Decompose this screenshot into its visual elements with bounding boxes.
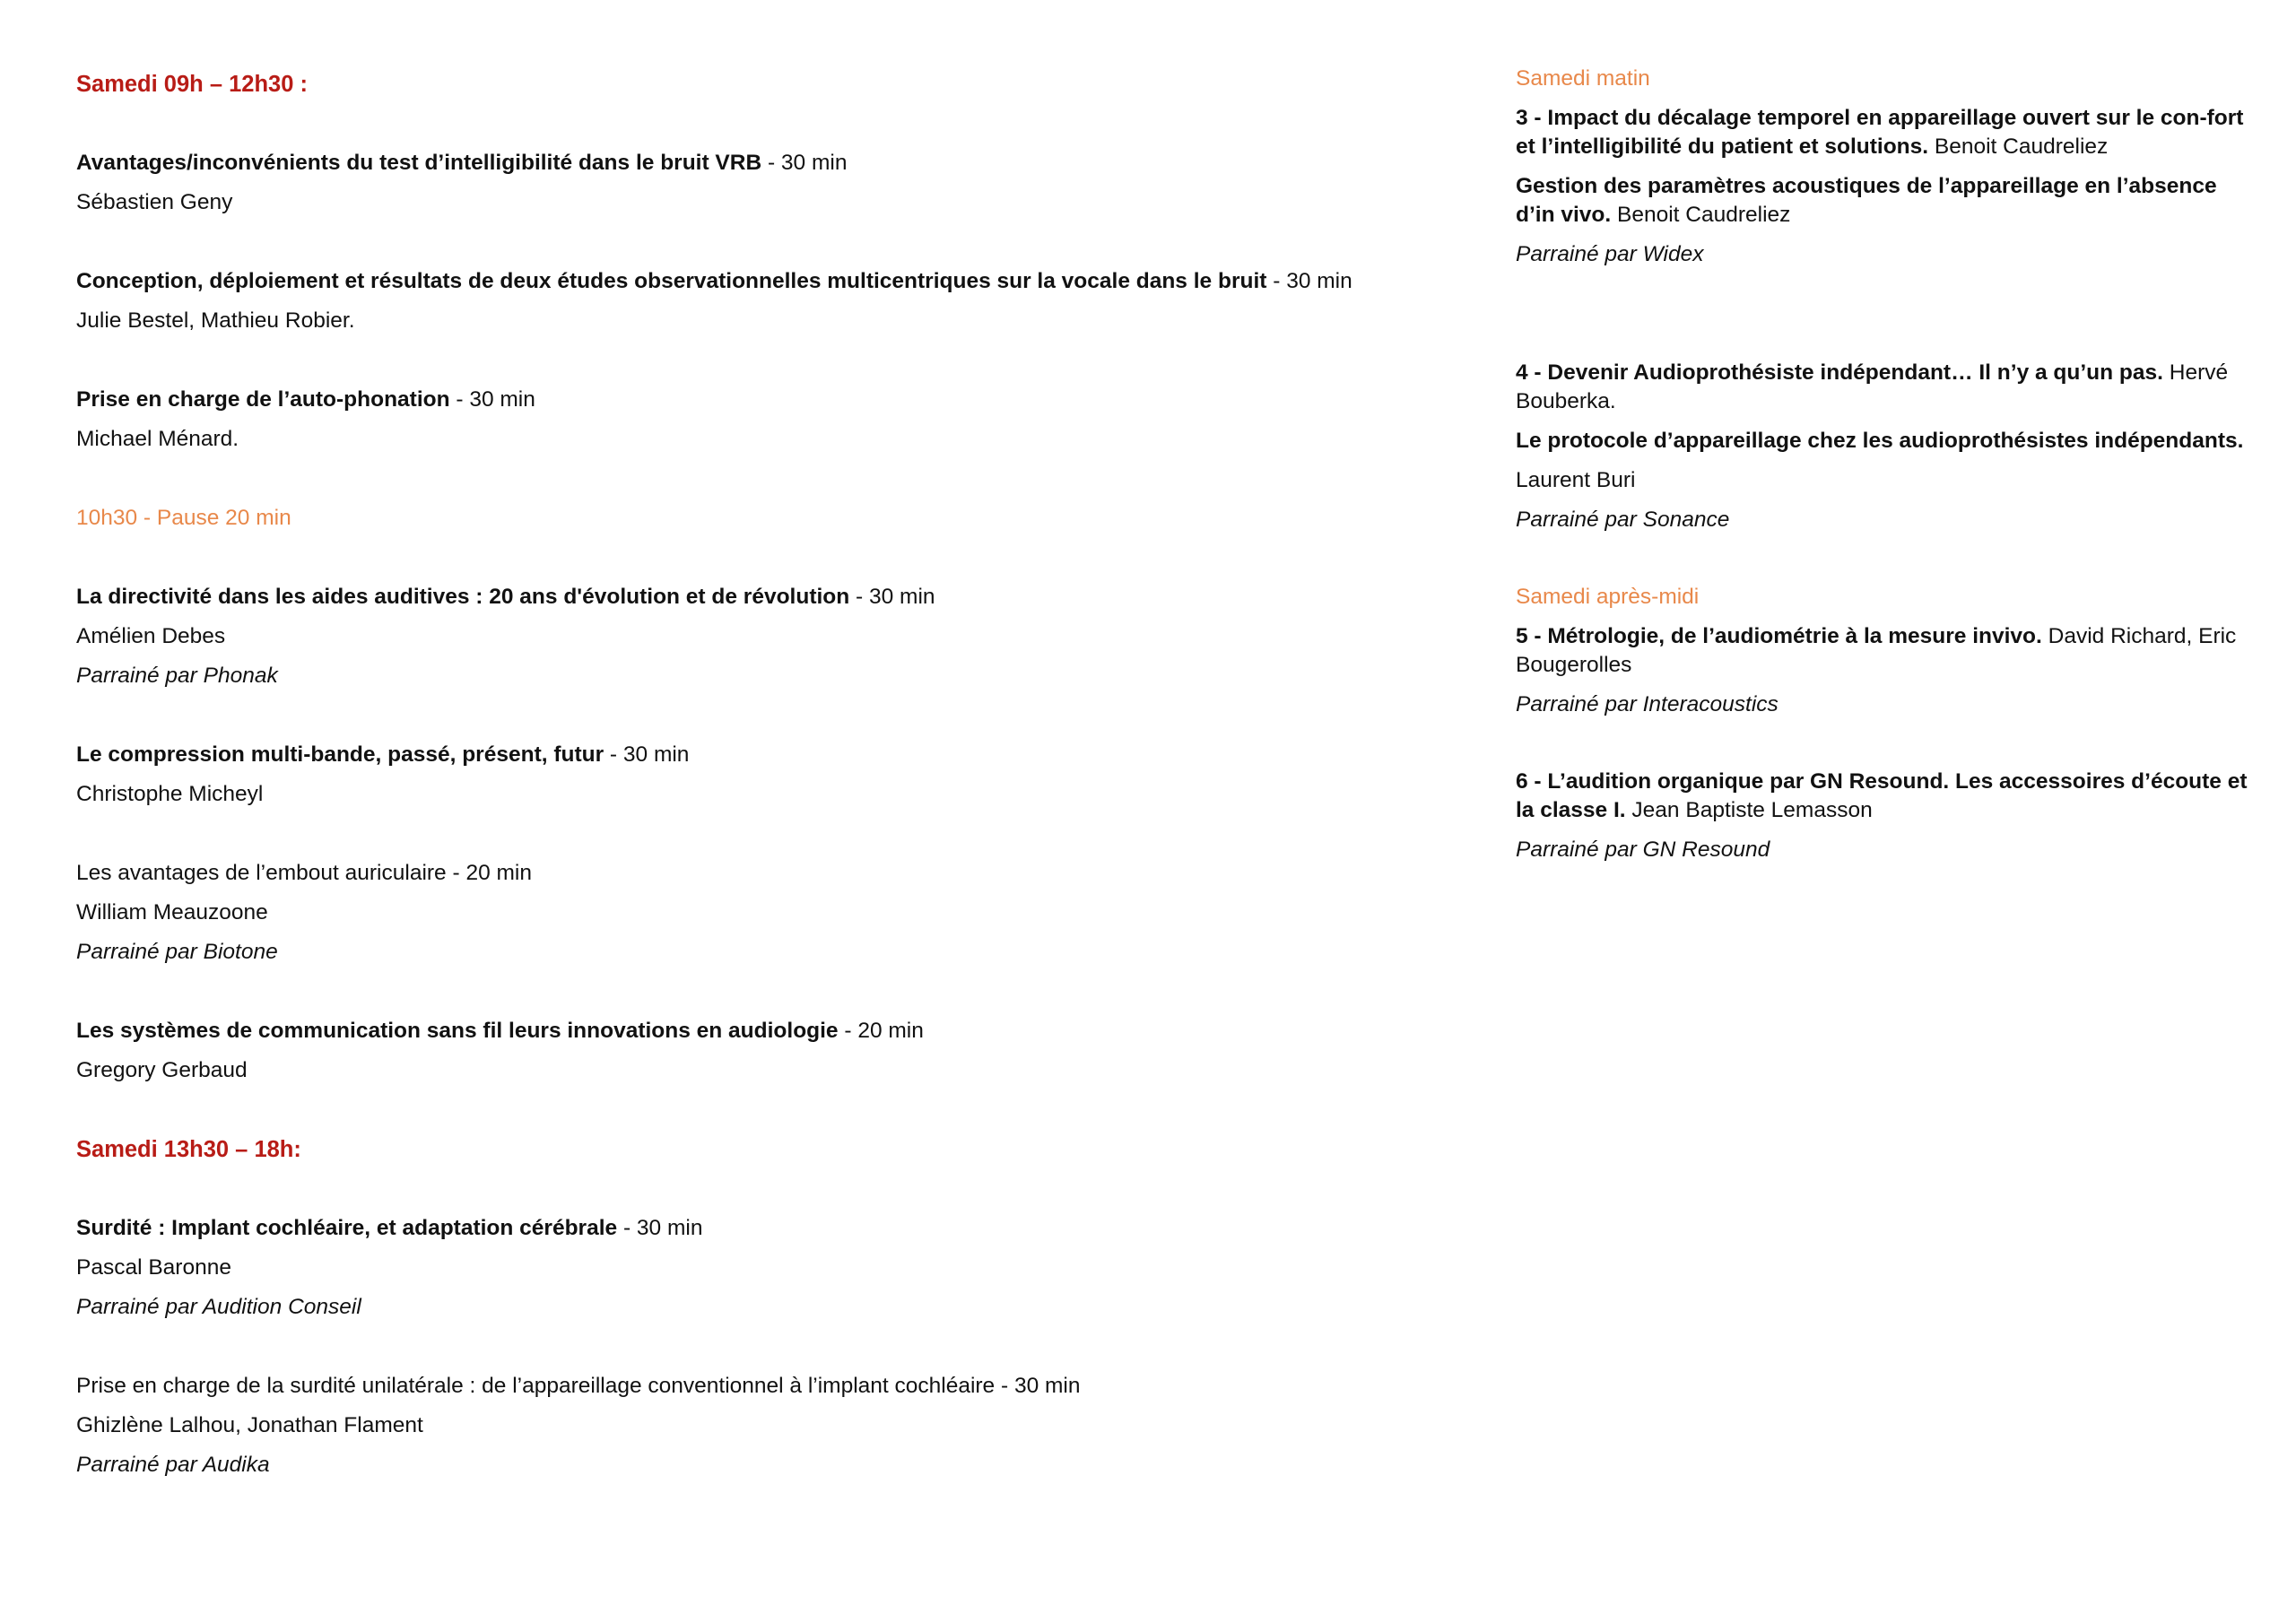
session-heading-afternoon: Samedi 13h30 – 18h:: [76, 1137, 301, 1162]
talk-speakers: Michael Ménard.: [76, 427, 239, 451]
workshop-title: Gestion des paramètres acoustiques de l’appareillage en l’absence d’in vivo.: [1516, 174, 2217, 227]
workshop-sponsor: Parrainé par Interacoustics: [1516, 692, 1779, 716]
talk-speakers: Julie Bestel, Mathieu Robier.: [76, 308, 355, 333]
talk-sponsor: Parrainé par Phonak: [76, 664, 278, 688]
workshop-4-subtitle: Le protocole d’appareillage chez les audioprothésistes indépendants.: [1516, 429, 2244, 453]
workshop-title: 5 - Métrologie, de l’audiométrie à la mesure invivo.: [1516, 624, 2042, 648]
talk-title: Les systèmes de communication sans fil leurs innovations en audiologie: [76, 1019, 839, 1043]
talk-title-line: Prise en charge de la surdité unilatérale : de l’appareillage conventionnel à l’implant cochléaire - 30 min: [76, 1374, 1081, 1398]
talk-title-line: [76, 380, 1475, 420]
workshop-title: 6 - L’audition organique par GN Resound. Les accessoires d’écoute et la classe I.: [1516, 769, 2248, 822]
program-right-column: [1516, 65, 2260, 864]
talk-title-line: [76, 577, 1475, 617]
workshop-speaker: Hervé Bouberka.: [1516, 360, 2229, 413]
workshop-4-title: [1516, 359, 2260, 416]
workshop-heading-afternoon: Samedi après-midi: [1516, 585, 1700, 609]
talk-duration: - 30 min: [761, 151, 848, 175]
talk-speakers: Ghizlène Lalhou, Jonathan Flament: [76, 1413, 423, 1437]
talk-duration: - 30 min: [604, 742, 690, 767]
talk-title-line: [76, 1011, 1475, 1051]
workshop-3-subtitle: [1516, 172, 2260, 230]
talk-title: Avantages/inconvénients du test d’intelligibilité dans le bruit VRB: [76, 151, 762, 175]
workshop-speaker: Jean Baptiste Lemasson: [1625, 798, 1873, 822]
talk-title-line: [76, 735, 1475, 775]
workshop-sponsor: Parrainé par GN Resound: [1516, 838, 1770, 862]
talk-speakers: Gregory Gerbaud: [76, 1058, 248, 1082]
workshop-speaker: Benoit Caudreliez: [1928, 135, 2109, 159]
talk-title: Conception, déploiement et résultats de deux études observationnelles multicentriques sur la vocale dans le bruit: [76, 269, 1267, 293]
talk-sponsor: Parrainé par Audika: [76, 1453, 270, 1477]
workshop-sponsor: Parrainé par Widex: [1516, 242, 1704, 266]
talk-title-line: Les avantages de l’embout auriculaire - 20 min: [76, 861, 532, 885]
pause-label: 10h30 - Pause 20 min: [76, 506, 291, 530]
talk-speakers: Pascal Baronne: [76, 1255, 231, 1280]
workshop-3-title: [1516, 104, 2260, 161]
workshop-title: 4 - Devenir Audioprothésiste indépendant… Il n’y a qu’un pas.: [1516, 360, 2163, 385]
talk-speakers: Amélien Debes: [76, 624, 226, 648]
workshop-heading-morning: Samedi matin: [1516, 66, 1650, 91]
workshop-speaker: Laurent Buri: [1516, 468, 1636, 492]
talk-title: La directivité dans les aides auditives : 20 ans d'évolution et de révolution: [76, 585, 850, 609]
talk-title-line: [76, 262, 1475, 301]
talk-title: Surdité : Implant cochléaire, et adaptation cérébrale: [76, 1216, 618, 1240]
talk-title: Le compression multi-bande, passé, présent, futur: [76, 742, 604, 767]
talk-speakers: William Meauzoone: [76, 900, 268, 924]
talk-sponsor: Parrainé par Audition Conseil: [76, 1295, 361, 1319]
talk-sponsor: Parrainé par Biotone: [76, 940, 278, 964]
workshop-speaker: Benoit Caudreliez: [1611, 203, 1791, 227]
talk-duration: - 30 min: [617, 1216, 703, 1240]
talk-duration: - 30 min: [849, 585, 935, 609]
talk-duration: - 30 min: [449, 387, 535, 412]
talk-speakers: Christophe Micheyl: [76, 782, 264, 806]
talk-title: Prise en charge de l’auto-phonation: [76, 387, 450, 412]
program-left-column: [76, 65, 1475, 1485]
talk-title-line: [76, 143, 1475, 183]
talk-title-line: [76, 1209, 1475, 1248]
workshop-speaker: David Richard, Eric Bougerolles: [1516, 624, 2237, 677]
talk-duration: - 20 min: [838, 1019, 924, 1043]
workshop-sponsor: Parrainé par Sonance: [1516, 508, 1730, 532]
talk-duration: - 30 min: [1266, 269, 1352, 293]
workshop-5-title: [1516, 622, 2260, 680]
workshop-6-title: [1516, 768, 2260, 825]
workshop-title: 3 - Impact du décalage temporel en appareillage ouvert sur le con-fort et l’intelligibilité du patient et solutions.: [1516, 106, 2244, 159]
session-heading-morning: Samedi 09h – 12h30 :: [76, 72, 308, 97]
talk-speakers: Sébastien Geny: [76, 190, 233, 214]
